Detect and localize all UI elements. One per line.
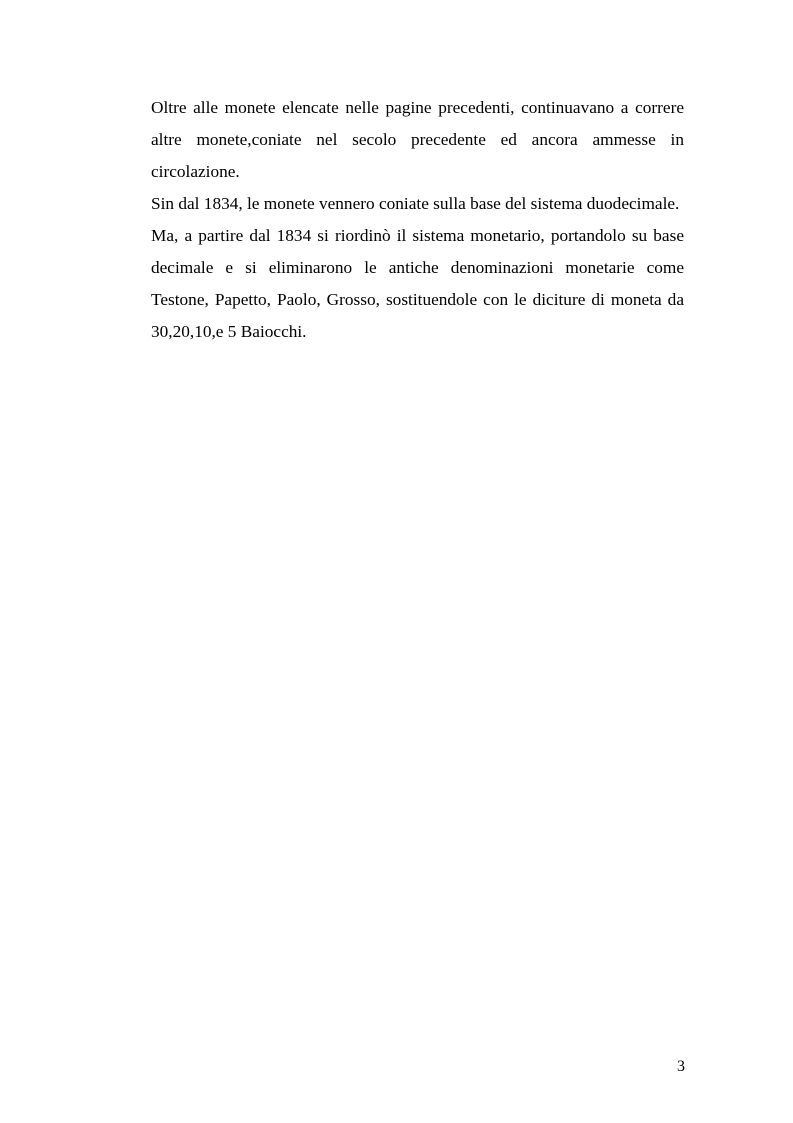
paragraph-2: Sin dal 1834, le monete vennero coniate sulla base del sistema duodecimale. xyxy=(151,194,680,213)
body-text xyxy=(151,92,684,348)
paragraph-3: Ma, a partire dal 1834 si riordinò il sistema monetario, portandolo su base decimale e si eliminarono le antiche denominazioni monetarie come Testone, Papetto, Paolo, Grosso, sostituendole con le diciture di moneta da 30,20,10,e 5 Baiocchi. xyxy=(151,226,684,341)
paragraph-1: Oltre alle monete elencate nelle pagine precedenti, continuavano a correre altre monete,coniate nel secolo precedente ed ancora ammesse in circolazione. xyxy=(151,98,684,181)
page-number: 3 xyxy=(677,1058,685,1075)
